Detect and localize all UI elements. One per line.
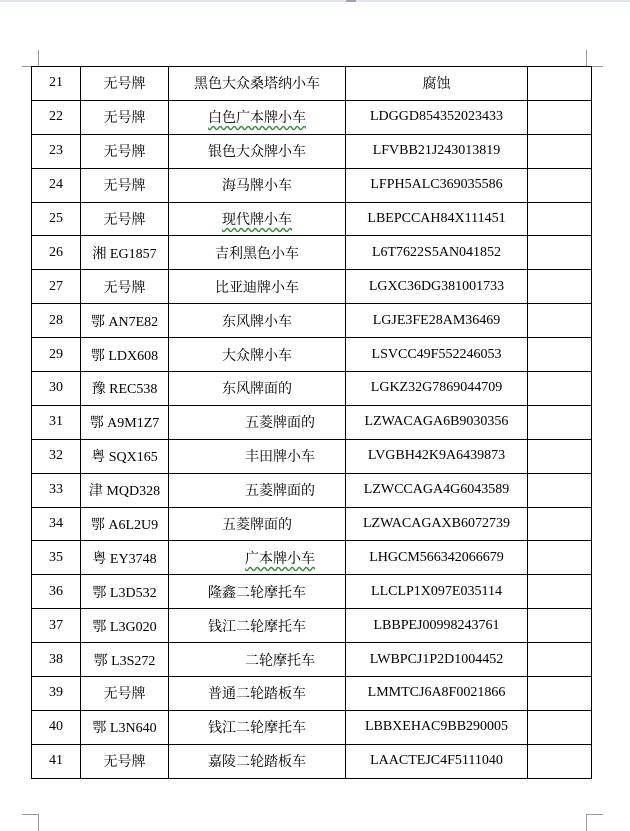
remark-cell xyxy=(528,710,592,744)
vehicle-description: 钱江二轮摩托车 xyxy=(169,710,346,744)
remark-cell xyxy=(528,202,592,236)
vehicle-description: 银色大众牌小车 xyxy=(169,134,346,168)
vehicle-description-text: 五菱牌面的 xyxy=(245,484,315,500)
table-row xyxy=(32,541,592,575)
remark-cell xyxy=(528,168,592,202)
remark-cell xyxy=(528,575,592,609)
table-row xyxy=(32,710,592,744)
vehicle-description-text: 二轮摩托车 xyxy=(245,653,315,669)
remark-cell xyxy=(528,338,592,372)
vin-code: 腐蚀 xyxy=(346,67,528,101)
remark-cell xyxy=(528,100,592,134)
remark-cell xyxy=(528,744,592,778)
row-number: 32 xyxy=(32,439,81,473)
vehicle-description: 嘉陵二轮踏板车 xyxy=(169,744,346,778)
ruler-marker xyxy=(346,0,356,2)
plate-number: 湘 EG1857 xyxy=(81,236,169,270)
plate-number: 无号牌 xyxy=(81,677,169,711)
table-row xyxy=(32,677,592,711)
row-number: 26 xyxy=(32,236,81,270)
row-number: 34 xyxy=(32,507,81,541)
remark-cell xyxy=(528,270,592,304)
remark-cell xyxy=(528,643,592,677)
row-number: 35 xyxy=(32,541,81,575)
vin-code: LZWCCAGA4G6043589 xyxy=(346,473,528,507)
remark-cell xyxy=(528,372,592,406)
remark-cell xyxy=(528,439,592,473)
vin-code: LBBXEHAC9BB290005 xyxy=(346,710,528,744)
vehicle-description: 东风牌面的 xyxy=(169,372,346,406)
table-row xyxy=(32,643,592,677)
row-number: 40 xyxy=(32,710,81,744)
plate-number: 鄂 L3N640 xyxy=(81,710,169,744)
table-row xyxy=(32,473,592,507)
row-number: 31 xyxy=(32,405,81,439)
vehicle-description xyxy=(169,439,346,473)
vehicle-description xyxy=(169,541,346,575)
plate-number: 鄂 L3S272 xyxy=(81,643,169,677)
vehicle-description: 比亚迪牌小车 xyxy=(169,270,346,304)
remark-cell xyxy=(528,507,592,541)
vehicle-description xyxy=(169,202,346,236)
vehicle-description-text: 五菱牌面的 xyxy=(245,416,315,432)
vehicle-description: 隆鑫二轮摩托车 xyxy=(169,575,346,609)
remark-cell xyxy=(528,609,592,643)
vin-code: LVGBH42K9A6439873 xyxy=(346,439,528,473)
vehicle-description: 五菱牌面的 xyxy=(169,507,346,541)
table-row xyxy=(32,270,592,304)
plate-number: 无号牌 xyxy=(81,168,169,202)
row-number: 22 xyxy=(32,100,81,134)
vin-code: LHGCM566342066679 xyxy=(346,541,528,575)
plate-number: 鄂 A9M1Z7 xyxy=(81,405,169,439)
vin-code: LBBPEJ00998243761 xyxy=(346,609,528,643)
plate-number: 无号牌 xyxy=(81,67,169,101)
ruler-strip xyxy=(0,0,630,2)
remark-cell xyxy=(528,677,592,711)
remark-cell xyxy=(528,67,592,101)
row-number: 27 xyxy=(32,270,81,304)
row-number: 41 xyxy=(32,744,81,778)
vehicle-description: 大众牌小车 xyxy=(169,338,346,372)
table-row xyxy=(32,67,592,101)
plate-number: 鄂 L3G020 xyxy=(81,609,169,643)
table-row xyxy=(32,236,592,270)
table-row xyxy=(32,304,592,338)
vehicle-description: 海马牌小车 xyxy=(169,168,346,202)
remark-cell xyxy=(528,541,592,575)
table-row xyxy=(32,439,592,473)
table-row xyxy=(32,507,592,541)
crop-mark-bottom-right xyxy=(586,814,603,831)
vin-code: LBEPCCAH84X111451 xyxy=(346,202,528,236)
vehicle-description-text: 广本牌小车 xyxy=(245,551,315,567)
plate-number: 鄂 A6L2U9 xyxy=(81,507,169,541)
row-number: 24 xyxy=(32,168,81,202)
table-row xyxy=(32,100,592,134)
plate-number: 粤 EY3748 xyxy=(81,541,169,575)
vehicle-description xyxy=(169,473,346,507)
row-number: 33 xyxy=(32,473,81,507)
vin-code: LZWACAGAXB6072739 xyxy=(346,507,528,541)
vin-code: LFPH5ALC369035586 xyxy=(346,168,528,202)
table-row xyxy=(32,202,592,236)
remark-cell xyxy=(528,236,592,270)
vin-code: LMMTCJ6A8F0021866 xyxy=(346,677,528,711)
plate-number: 无号牌 xyxy=(81,134,169,168)
vehicle-description xyxy=(169,100,346,134)
vin-code: L6T7622S5AN041852 xyxy=(346,236,528,270)
row-number: 30 xyxy=(32,372,81,406)
vin-code: LWBPCJ1P2D1004452 xyxy=(346,643,528,677)
vehicle-description-text: 白色广本牌小车 xyxy=(208,111,306,127)
row-number: 28 xyxy=(32,304,81,338)
plate-number: 无号牌 xyxy=(81,744,169,778)
table-row xyxy=(32,405,592,439)
vin-code: LZWACAGA6B9030356 xyxy=(346,405,528,439)
table-row xyxy=(32,372,592,406)
vin-code: LDGGD854352023433 xyxy=(346,100,528,134)
vin-code: LFVBB21J243013819 xyxy=(346,134,528,168)
vehicle-description-text: 丰田牌小车 xyxy=(245,450,315,466)
remark-cell xyxy=(528,134,592,168)
row-number: 39 xyxy=(32,677,81,711)
vin-code: LSVCC49F552246053 xyxy=(346,338,528,372)
crop-mark-bottom-left xyxy=(22,814,39,831)
plate-number: 鄂 L3D532 xyxy=(81,575,169,609)
table-row xyxy=(32,609,592,643)
plate-number: 津 MQD328 xyxy=(81,473,169,507)
crop-mark-top-left xyxy=(22,50,39,67)
plate-number: 鄂 LDX608 xyxy=(81,338,169,372)
remark-cell xyxy=(528,304,592,338)
row-number: 36 xyxy=(32,575,81,609)
vin-code: LAACTEJC4F5111040 xyxy=(346,744,528,778)
table-row xyxy=(32,744,592,778)
remark-cell xyxy=(528,473,592,507)
table-row xyxy=(32,168,592,202)
plate-number: 无号牌 xyxy=(81,202,169,236)
vehicle-table xyxy=(31,66,592,779)
vehicle-description xyxy=(169,405,346,439)
row-number: 37 xyxy=(32,609,81,643)
row-number: 25 xyxy=(32,202,81,236)
row-number: 38 xyxy=(32,643,81,677)
plate-number: 鄂 AN7E82 xyxy=(81,304,169,338)
row-number: 21 xyxy=(32,67,81,101)
row-number: 23 xyxy=(32,134,81,168)
crop-mark-top-right xyxy=(586,50,603,67)
plate-number: 无号牌 xyxy=(81,100,169,134)
table-row xyxy=(32,338,592,372)
vin-code: LGKZ32G7869044709 xyxy=(346,372,528,406)
vehicle-description: 吉利黑色小车 xyxy=(169,236,346,270)
vehicle-description: 普通二轮踏板车 xyxy=(169,677,346,711)
vin-code: LGXC36DG381001733 xyxy=(346,270,528,304)
vehicle-description: 东风牌小车 xyxy=(169,304,346,338)
plate-number: 粤 SQX165 xyxy=(81,439,169,473)
vehicle-description: 钱江二轮摩托车 xyxy=(169,609,346,643)
plate-number: 豫 REC538 xyxy=(81,372,169,406)
row-number: 29 xyxy=(32,338,81,372)
vehicle-description-text: 现代牌小车 xyxy=(222,213,292,228)
vehicle-description: 黑色大众桑塔纳小车 xyxy=(169,67,346,101)
vin-code: LGJE3FE28AM36469 xyxy=(346,304,528,338)
table-row xyxy=(32,575,592,609)
vehicle-description xyxy=(169,643,346,677)
remark-cell xyxy=(528,405,592,439)
vin-code: LLCLP1X097E035114 xyxy=(346,575,528,609)
table-row xyxy=(32,134,592,168)
plate-number: 无号牌 xyxy=(81,270,169,304)
